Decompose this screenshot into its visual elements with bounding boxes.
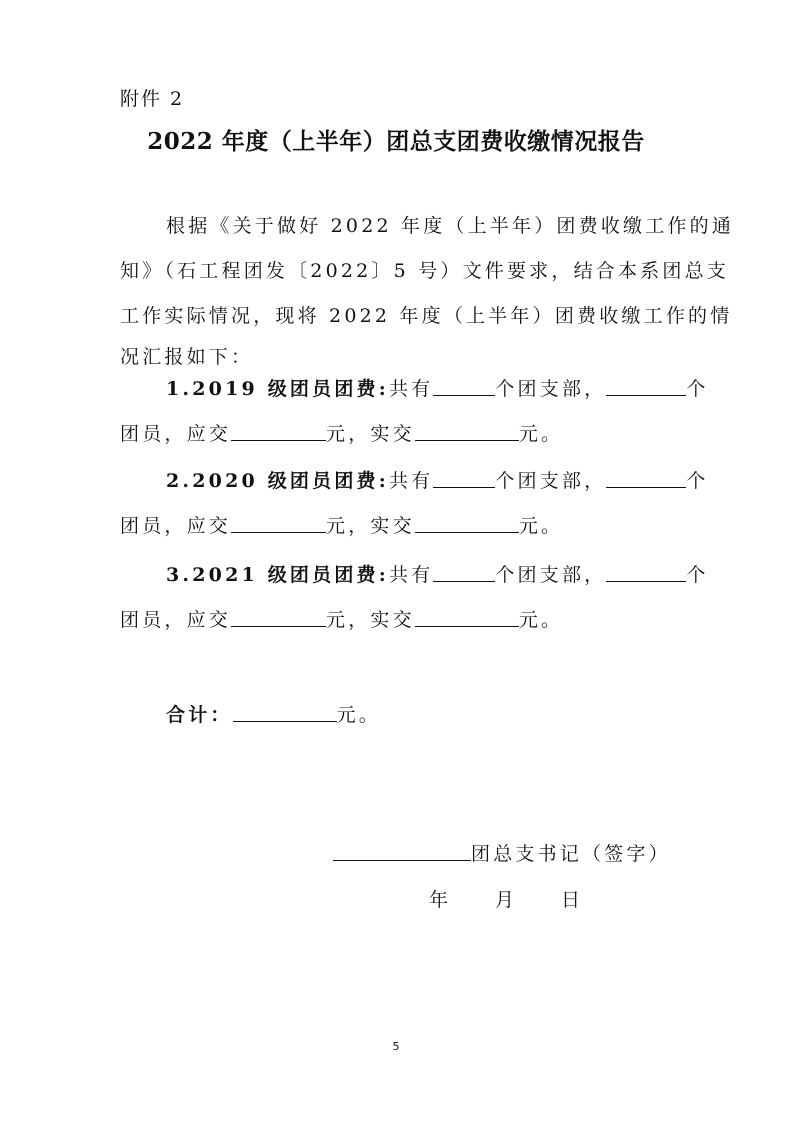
- due-amount-blank[interactable]: [231, 608, 326, 627]
- due-amount-blank[interactable]: [231, 514, 326, 533]
- item-heading: 3.2021 级团员团费:: [166, 564, 389, 586]
- item-text: 个: [686, 564, 709, 586]
- member-count-blank[interactable]: [606, 469, 686, 488]
- item-text: 个团支部，: [495, 470, 607, 492]
- item-text: 元。: [518, 515, 564, 537]
- paid-amount-blank[interactable]: [415, 514, 519, 533]
- total-line: [166, 700, 381, 727]
- item-text: 个: [686, 470, 709, 492]
- item-text: 团员，应交: [120, 515, 232, 537]
- intro-line-4: 况汇报如下：: [120, 346, 254, 368]
- paid-amount-blank[interactable]: [415, 422, 519, 441]
- item-1-line-1: [166, 374, 709, 401]
- item-text: 元。: [518, 609, 564, 631]
- item-3-line-1: [166, 560, 709, 587]
- total-amount-blank[interactable]: [233, 703, 337, 722]
- item-text: 共有: [388, 470, 434, 492]
- signature-line: [333, 839, 671, 866]
- intro-line-2: 知》（石工程团发〔2022〕5 号）文件要求，结合本系团总支: [120, 260, 729, 282]
- signature-label: 团总支书记（签字）: [471, 843, 671, 865]
- item-heading: 1.2019 级团员团费:: [166, 378, 389, 400]
- item-text: 共有: [388, 378, 434, 400]
- item-1-line-2: [120, 419, 563, 446]
- page-number: 5: [392, 1040, 400, 1053]
- item-text: 元，实交: [326, 515, 415, 537]
- due-amount-blank[interactable]: [231, 422, 326, 441]
- branch-count-blank[interactable]: [433, 377, 495, 396]
- item-text: 个团支部，: [495, 378, 607, 400]
- member-count-blank[interactable]: [606, 377, 686, 396]
- member-count-blank[interactable]: [606, 563, 686, 582]
- intro-line-3: 工作实际情况，现将 2022 年度（上半年）团费收缴工作的情: [120, 305, 733, 327]
- item-text: 共有: [388, 564, 434, 586]
- item-text: 元。: [518, 423, 564, 445]
- date-day-label: 日: [561, 889, 584, 911]
- signature-blank[interactable]: [333, 842, 471, 861]
- item-text: 个: [686, 378, 709, 400]
- item-2-line-2: [120, 511, 563, 538]
- date-month-label: 月: [495, 889, 518, 911]
- item-text: 团员，应交: [120, 423, 232, 445]
- document-title: 2022 年度（上半年）团总支团费收缴情况报告: [147, 128, 645, 155]
- paid-amount-blank[interactable]: [415, 608, 519, 627]
- date-year-label: 年: [429, 889, 452, 911]
- item-2-line-1: [166, 466, 709, 493]
- item-heading: 2.2020 级团员团费:: [166, 470, 389, 492]
- item-3-line-2: [120, 605, 563, 632]
- item-text: 团员，应交: [120, 609, 232, 631]
- total-label: 合计：: [166, 704, 233, 726]
- intro-line-1: 根据《关于做好 2022 年度（上半年）团费收缴工作的通: [166, 215, 735, 237]
- item-text: 个团支部，: [495, 564, 607, 586]
- branch-count-blank[interactable]: [433, 469, 495, 488]
- item-text: 元，实交: [326, 423, 415, 445]
- branch-count-blank[interactable]: [433, 563, 495, 582]
- attachment-label: 附件 2: [120, 88, 185, 110]
- item-text: 元，实交: [326, 609, 415, 631]
- total-unit: 元。: [336, 704, 382, 726]
